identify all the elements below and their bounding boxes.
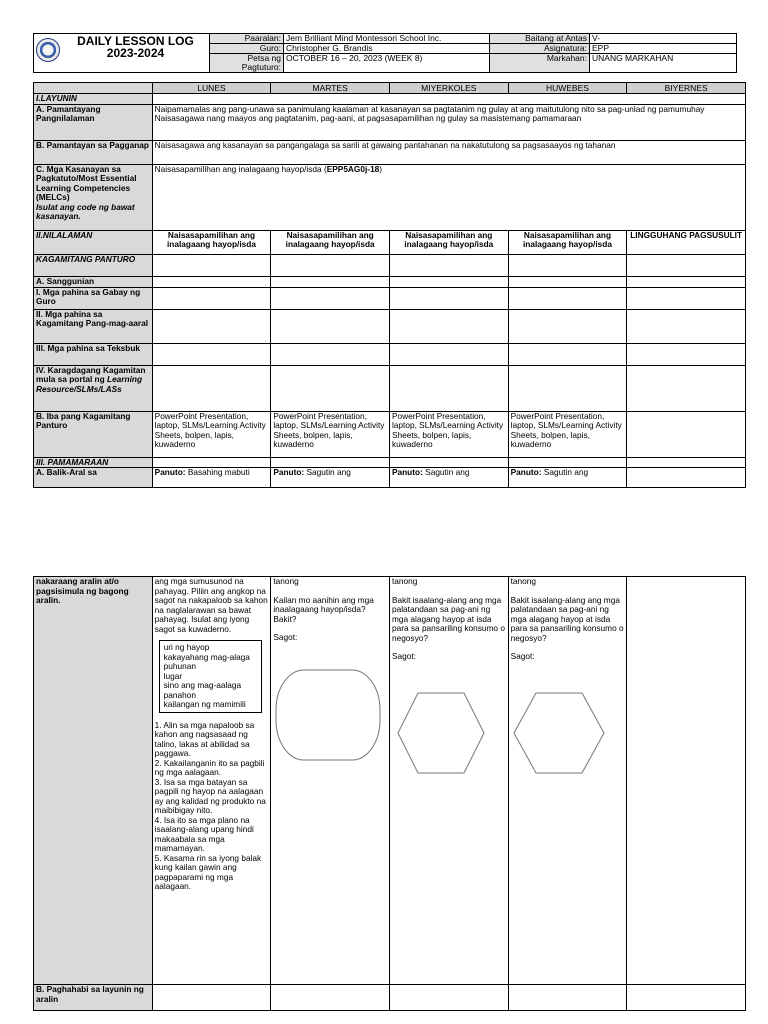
statement-item: 5. Kasama rin sa iyong balak kung kailan gawin ang pagpaparami ng mga aalagaan. — [154, 852, 262, 891]
lesson-plan-table — [33, 82, 746, 488]
huwebes-question: Bakit isaalang-alang ang mga palatandaan sa pag-ani ng mga alagang hayop at isda para sa pansariling konsumo o negosyo? — [510, 594, 624, 643]
choice-item: uri ng hayop — [163, 642, 210, 652]
grade-label: Baitang at Antas — [490, 34, 590, 44]
kagamitan-martes: PowerPoint Presentation, laptop, SLMs/Learning Activity Sheets, bolpen, lapis, kuwaderno — [271, 411, 390, 457]
answer-hexagon-huwebes — [512, 690, 606, 776]
teacher-label: Guro: — [210, 44, 284, 54]
melcs-code: EPP5AG0j-18 — [326, 164, 380, 174]
sagot-label: Sagot: — [391, 651, 416, 661]
pamantayan-sa-pagganap-text: Naisasagawa ang kasanayan sa pangangalaga sa sarili at gawaing pantahanan na nakatutulong sa pagsasaayos ng tahanan — [152, 140, 745, 164]
choices-box — [159, 640, 263, 713]
teacher-value: Christopher G. Brandis — [284, 44, 490, 54]
label-sanggunian: A. Sanggunian — [34, 276, 153, 287]
tanong-text: tanong — [273, 576, 299, 586]
karagdagang-text: IV. Karagdagang Kagamitan mula sa portal ng — [36, 365, 146, 384]
panuto-label: Panuto: — [273, 467, 305, 477]
choice-item: puhunan — [163, 661, 196, 671]
label-paghahabi: B. Paghahabi sa layunin ng aralin — [34, 985, 153, 1011]
layunin-blank — [152, 94, 745, 105]
lesson-log-title: DAILY LESSON LOG — [77, 34, 194, 48]
lunes-instructions: ang mga sumusunod na pahayag. Piliin ang angkop na sagot na nakapaloob sa kahon na naglalarawan sa bawat pahayag. Isulat ang iyong sagot sa kuwaderno. — [154, 576, 268, 634]
answer-hexagon-miyerkoles — [396, 690, 486, 776]
kagamitan-huwebes: PowerPoint Presentation, laptop, SLMs/Learning Activity Sheets, bolpen, lapis, kuwaderno — [508, 411, 627, 457]
grade-value: V- — [590, 34, 737, 44]
day-header-miyerkoles: MIYERKOLES — [389, 83, 508, 94]
balik-aral-miyerkoles-content — [389, 577, 508, 985]
section-kagamitan: KAGAMITANG PANTURO — [34, 254, 153, 276]
panuto-label: Panuto: — [510, 467, 542, 477]
date-label: Petsa ng Pagtuturo: — [210, 54, 284, 73]
balik-aral-martes-start — [271, 468, 390, 488]
balik-aral-martes-content — [271, 577, 390, 985]
panuto-huwebes-text: Sagutin ang — [543, 467, 589, 477]
panuto-miyerkoles-text: Sagutin ang — [425, 467, 470, 477]
answer-shape-martes — [272, 668, 384, 762]
label-gabay-ng-guro: I. Mga pahina sa Gabay ng Guro — [34, 287, 153, 309]
header-title-cell — [34, 34, 210, 73]
melcs-label-italic: Isulat ang code ng bawat kasanayan. — [36, 201, 135, 221]
nilalaman-lunes: Naisasapamilihan ang inalagaang hayop/isda — [152, 230, 271, 254]
miyerkoles-question: Bakit isaalang-alang ang mga palatandaan sa pag-ani ng mga alagang hayop at isda para sa pansariling konsumo o negosyo? — [391, 594, 505, 643]
lesson-plan-table-continued — [33, 576, 746, 1011]
choice-item: kakayahang mag-alaga — [163, 651, 250, 662]
tanong-text: tanong — [391, 576, 418, 586]
kagamitan-miyerkoles: PowerPoint Presentation, laptop, SLMs/Learning Activity Sheets, bolpen, lapis, kuwaderno — [389, 411, 508, 457]
day-header-martes: MARTES — [271, 83, 390, 94]
quarter-label: Markahan: — [490, 54, 590, 73]
label-balik-aral-continued: nakaraang aralin at/o pagsisimula ng bagong aralin. — [34, 577, 153, 985]
panuto-label: Panuto: — [154, 467, 186, 477]
label-iba-pang-kagamitan: B. Iba pang Kagamitang Panturo — [34, 411, 153, 457]
date-value: OCTOBER 16 – 20, 2023 (WEEK 8) — [284, 54, 490, 73]
sagot-label: Sagot: — [273, 632, 298, 642]
melcs-competency: Naisasapamilihan ang inalagaang hayop/isda ( — [154, 164, 327, 174]
karagdagang-italic: Learning Resource/SLMs/LASs — [36, 374, 143, 394]
balik-aral-huwebes-start — [508, 468, 627, 488]
melcs-close: ) — [379, 164, 383, 174]
balik-aral-huwebes-content — [508, 577, 627, 985]
label-melcs — [34, 164, 153, 230]
section-layunin: I.LAYUNIN — [34, 94, 153, 105]
subject-value: EPP — [590, 44, 737, 54]
statement-item: 1. Alin sa mga napaloob sa kahon ang nagsasaad ng talino, lakas at abilidad sa paggawa. — [154, 719, 255, 758]
quarter-value: UNANG MARKAHAN — [590, 54, 737, 73]
balik-aral-miyerkoles-start — [389, 468, 508, 488]
subject-label: Asignatura: — [490, 44, 590, 54]
panuto-lunes-text: Basahing mabuti — [187, 467, 250, 477]
choice-item: panahon — [163, 689, 196, 700]
statement-item: 3. Isa sa mga batayan sa pagpili ng hayop na aalagaan ay ang kalidad ng produkto na maibibigay nito. — [154, 776, 266, 815]
nilalaman-miyerkoles: Naisasapamilihan ang inalagaang hayop/isda — [389, 230, 508, 254]
sagot-label: Sagot: — [510, 651, 535, 661]
nilalaman-biyernes: LINGGUHANG PAGSUSULIT — [627, 230, 746, 254]
martes-question: Kailan mo aanihin ang mga inaalagaang hayop/isda? Bakit? — [273, 594, 374, 624]
label-karagdagang-kagamitan — [34, 365, 153, 411]
label-teksbuk: III. Mga pahina sa Teksbuk — [34, 343, 153, 365]
day-header-huwebes: HUWEBES — [508, 83, 627, 94]
corner-cell — [34, 83, 153, 94]
tanong-text: tanong — [510, 576, 537, 586]
nilalaman-martes: Naisasapamilihan ang inalagaang hayop/isda — [271, 230, 390, 254]
melcs-text — [152, 164, 745, 230]
choice-item: lugar — [163, 670, 183, 681]
pamantayang-pangnilalaman-text: Naipamamalas ang pang-unawa sa panimulang kaalaman at kasanayan sa pagtatanim ng gulay at ang maitutulong nito sa pag-unlad ng pamumuhay Naisasagawa nang maayos ang pagtatanim, pag-aani, at pagsasapamilihan ng gulay sa masistemang pamamaraan — [152, 104, 745, 140]
kagamitan-lunes: PowerPoint Presentation, laptop, SLMs/Learning Activity Sheets, bolpen, lapis, kuwaderno — [152, 411, 271, 457]
choice-item: sino ang mag-aalaga — [163, 680, 242, 690]
panuto-label: Panuto: — [391, 467, 423, 477]
label-pamantayang-pangnilalaman: A. Pamantayang Pangnilalaman — [34, 104, 153, 140]
section-nilalaman: II.NILALAMAN — [34, 230, 153, 254]
balik-aral-lunes-content — [152, 577, 271, 985]
statement-item: 2. Kakailanganin ito sa pagbili ng mga aalagaan. — [154, 757, 265, 777]
choice-item: kailangan ng mamimili — [163, 699, 246, 709]
day-header-biyernes: BIYERNES — [627, 83, 746, 94]
label-balik-aral: A. Balik-Aral sa — [34, 468, 153, 488]
statement-item: 4. Isa ito sa mga plano na isaalang-alang upang hindi makaabala sa mga mamamayan. — [154, 814, 254, 853]
panuto-martes-text: Sagutin ang — [306, 467, 351, 477]
label-kagamitang-mag-aaral: II. Mga pahina sa Kagamitang Pang-mag-aaral — [34, 309, 153, 343]
balik-aral-biyernes-content — [627, 577, 746, 985]
school-year: 2023-2024 — [106, 46, 165, 60]
header-table — [33, 33, 737, 73]
balik-aral-lunes-start — [152, 468, 271, 488]
school-label: Paaralan: — [210, 34, 284, 44]
label-pamantayan-sa-pagganap: B. Pamantayan sa Pagganap — [34, 140, 153, 164]
nilalaman-huwebes: Naisasapamilihan ang inalagaang hayop/isda — [508, 230, 627, 254]
section-pamamaraan: III. PAMAMARAAN — [34, 457, 153, 468]
school-value: Jem Brilliant Mind Montessori School Inc. — [284, 34, 490, 44]
day-header-lunes: LUNES — [152, 83, 271, 94]
melcs-label-text: C. Mga Kasanayan sa Pagkatuto/Most Essential Learning Competencies (MELCs) — [36, 164, 137, 202]
